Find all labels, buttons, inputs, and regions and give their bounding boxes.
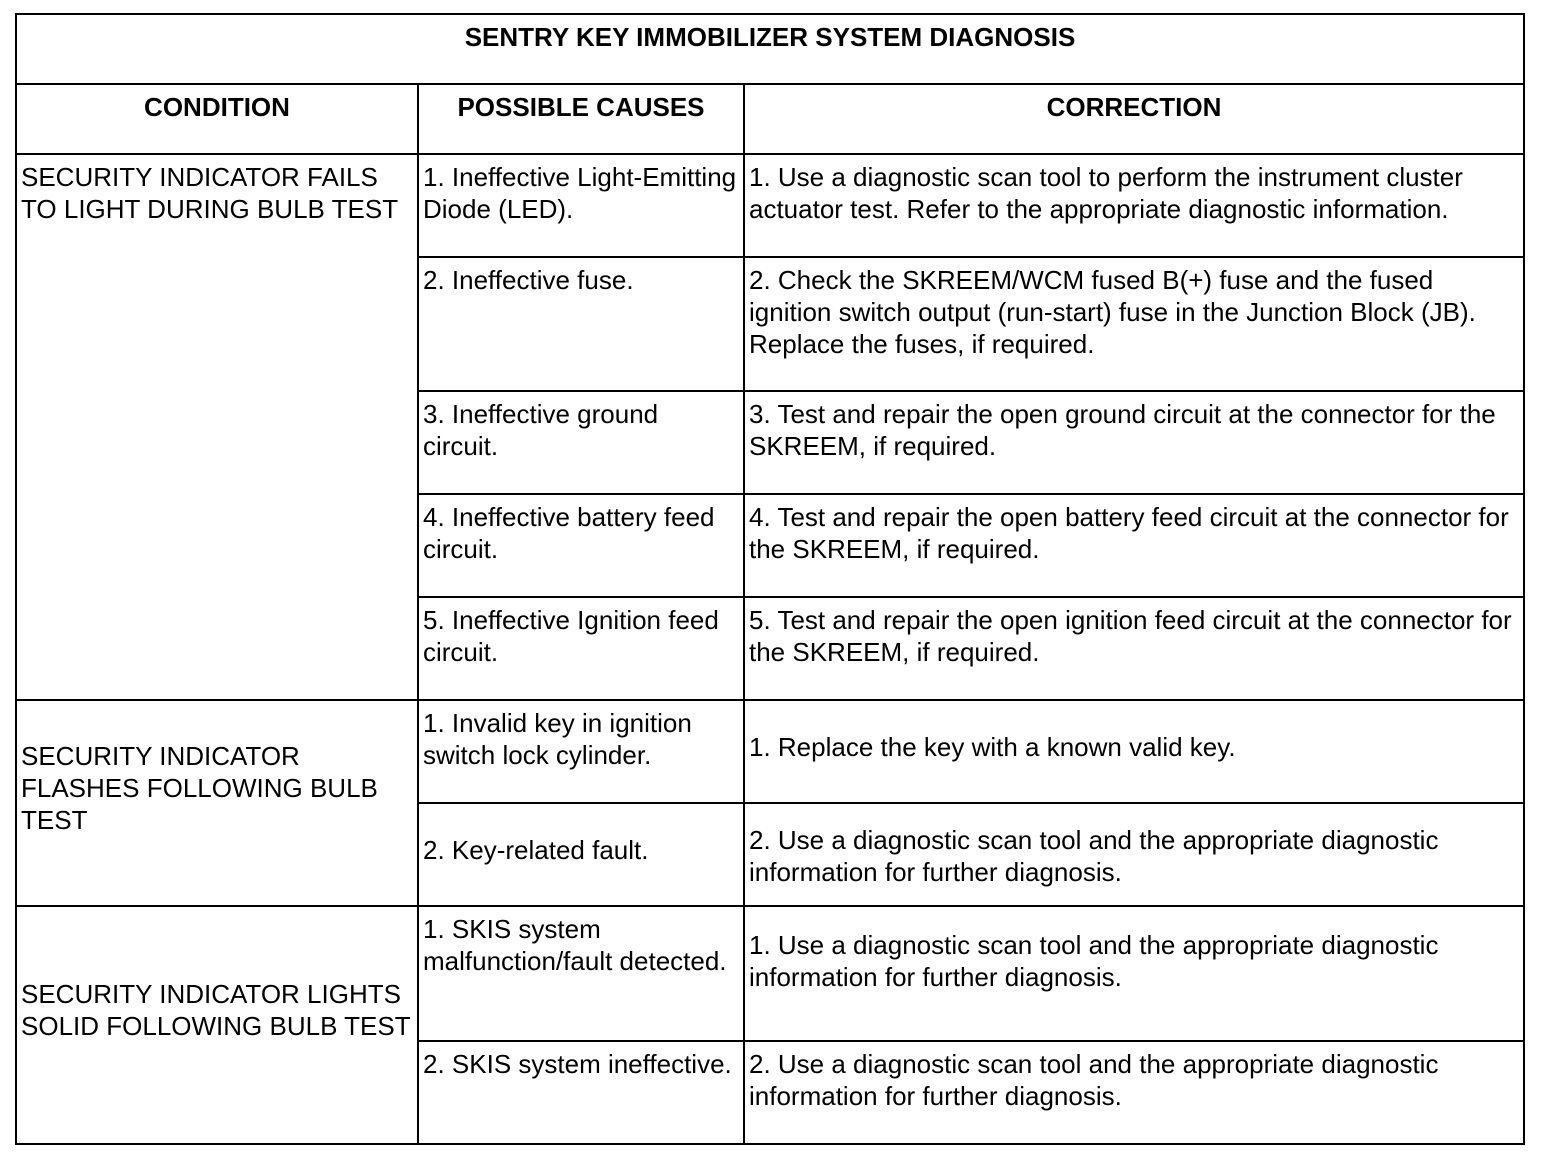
condition-cell xyxy=(16,154,418,700)
correction-cell: 2. Use a diagnostic scan tool and the appropriate diagnostic information for further diagnosis. xyxy=(744,803,1524,906)
table-row xyxy=(16,154,1524,257)
correction-cell: 5. Test and repair the open ignition feed circuit at the connector for the SKREEM, if required. xyxy=(744,597,1524,700)
correction-cell: 2. Use a diagnostic scan tool and the appropriate diagnostic information for further diagnosis. xyxy=(744,1041,1524,1144)
header-possible-causes: POSSIBLE CAUSES xyxy=(418,84,744,154)
header-condition: CONDITION xyxy=(16,84,418,154)
correction-cell: 1. Replace the key with a known valid key. xyxy=(744,700,1524,803)
correction-cell: 1. Use a diagnostic scan tool and the appropriate diagnostic information for further diagnosis. xyxy=(744,906,1524,1041)
cause-cell: 2. Key-related fault. xyxy=(418,803,744,906)
cause-cell: 4. Ineffective battery feed circuit. xyxy=(418,494,744,597)
condition-cell xyxy=(16,906,418,1144)
table-row xyxy=(16,700,1524,803)
cause-cell: 5. Ineffective Ignition feed circuit. xyxy=(418,597,744,700)
diagnosis-table xyxy=(15,13,1525,1145)
correction-cell: 2. Check the SKREEM/WCM fused B(+) fuse and the fused ignition switch output (run-start) fuse in the Junction Block (JB). Replace the fuses, if required. xyxy=(744,257,1524,391)
cause-cell: 2. SKIS system ineffective. xyxy=(418,1041,744,1144)
correction-cell: 3. Test and repair the open ground circuit at the connector for the SKREEM, if required. xyxy=(744,391,1524,494)
condition-text: SECURITY INDICATOR FLASHES FOLLOWING BULB TEST xyxy=(21,741,378,835)
condition-cell xyxy=(16,700,418,906)
cause-cell: 1. SKIS system malfunction/fault detected. xyxy=(418,906,744,1041)
cause-cell: 3. Ineffective ground circuit. xyxy=(418,391,744,494)
table-title-cell xyxy=(16,14,1524,84)
cause-cell: 1. Invalid key in ignition switch lock cylinder. xyxy=(418,700,744,803)
table-row xyxy=(16,906,1524,1041)
cause-cell: 1. Ineffective Light-Emitting Diode (LED). xyxy=(418,154,744,257)
condition-text: SECURITY INDICATOR FAILS TO LIGHT DURING BULB TEST xyxy=(21,162,399,224)
condition-text: SECURITY INDICATOR LIGHTS SOLID FOLLOWING BULB TEST xyxy=(21,979,411,1041)
correction-cell: 4. Test and repair the open battery feed circuit at the connector for the SKREEM, if required. xyxy=(744,494,1524,597)
table-title: SENTRY KEY IMMOBILIZER SYSTEM DIAGNOSIS xyxy=(464,22,1076,52)
correction-cell: 1. Use a diagnostic scan tool to perform the instrument cluster actuator test. Refer to the appropriate diagnostic information. xyxy=(744,154,1524,257)
cause-cell: 2. Ineffective fuse. xyxy=(418,257,744,391)
header-correction: CORRECTION xyxy=(744,84,1524,154)
